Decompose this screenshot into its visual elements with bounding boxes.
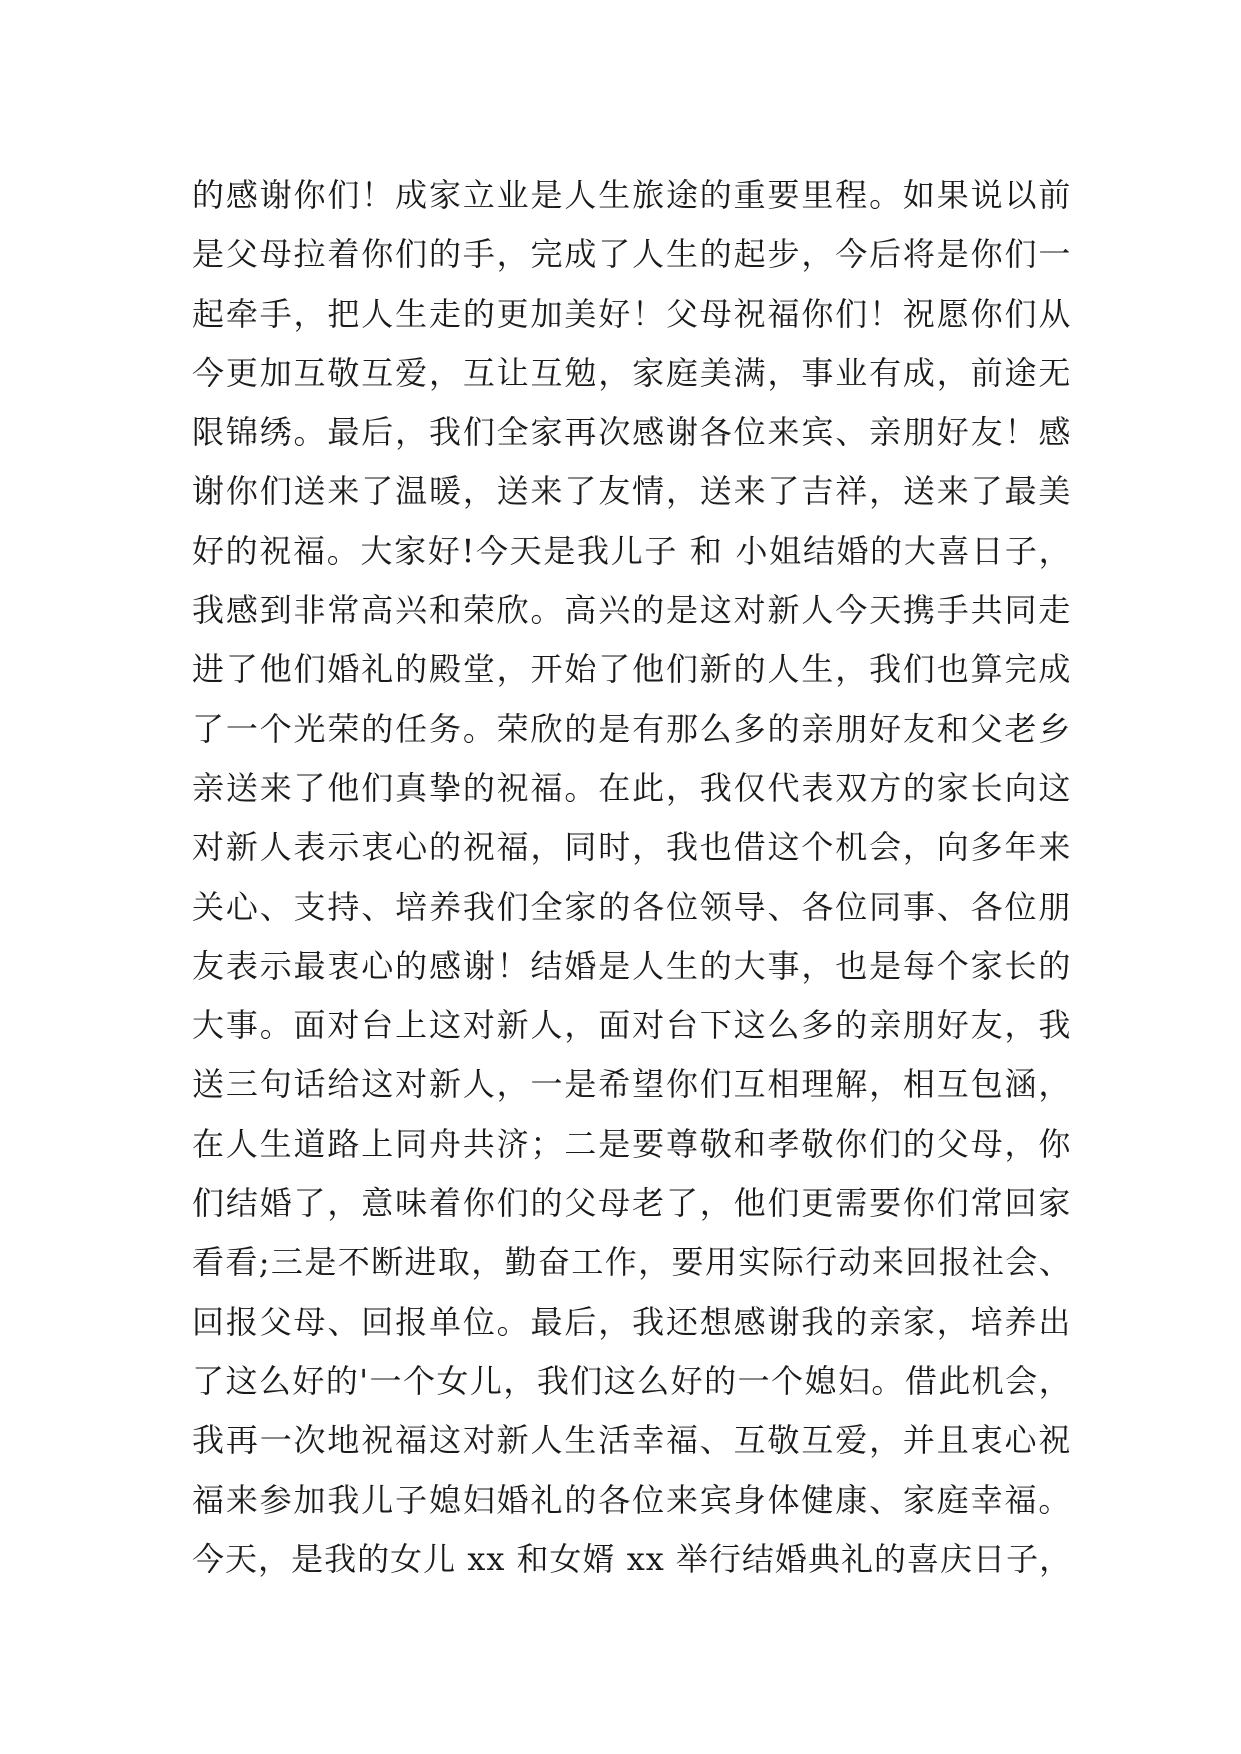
text-line: 友表示最衷心的感谢！结婚是人生的大事，也是每个家长的 [192,946,1072,985]
text-line: 们结婚了，意味着你们的父母老了，他们更需要你们常回家 [192,1184,1072,1223]
text-line: 关心、支持、培养我们全家的各位领导、各位同事、各位朋 [192,887,1072,926]
text-line: 进了他们婚礼的殿堂，开始了他们新的人生，我们也算完成 [192,650,1072,689]
text-line: 亲送来了他们真挚的祝福。在此，我仅代表双方的家长向这 [192,768,1072,807]
text-line: 了一个光荣的任务。荣欣的是有那么多的亲朋好友和父老乡 [192,709,1072,748]
text-line: 是父母拉着你们的手，完成了人生的起步，今后将是你们一 [192,235,1072,274]
text-line: 看看;三是不断进取，勤奋工作，要用实际行动来回报社会、 [192,1243,1072,1282]
text-line: 好的祝福。大家好!今天是我儿子 和 小姐结婚的大喜日子， [192,531,1072,570]
text-line: 起牵手，把人生走的更加美好！父母祝福你们！祝愿你们从 [192,294,1072,333]
text-line: 送三句话给这对新人，一是希望你们互相理解，相互包涵， [192,1065,1072,1104]
text-line: 限锦绣。最后，我们全家再次感谢各位来宾、亲朋好友！感 [192,413,1072,452]
body-text [192,166,1072,1589]
text-line: 福来参加我儿子媳妇婚礼的各位来宾身体健康、家庭幸福。 [192,1480,1072,1519]
text-line: 对新人表示衷心的祝福，同时，我也借这个机会，向多年来 [192,828,1072,867]
text-line: 大事。面对台上这对新人，面对台下这么多的亲朋好友，我 [192,1006,1072,1045]
text-line: 在人生道路上同舟共济；二是要尊敬和孝敬你们的父母，你 [192,1124,1072,1163]
text-line: 今更加互敬互爱，互让互勉，家庭美满，事业有成，前途无 [192,353,1072,392]
text-line: 我再一次地祝福这对新人生活幸福、互敬互爱，并且衷心祝 [192,1421,1072,1460]
text-line: 谢你们送来了温暖，送来了友情，送来了吉祥，送来了最美 [192,472,1072,511]
text-line: 回报父母、回报单位。最后，我还想感谢我的亲家，培养出 [192,1302,1072,1341]
text-line: 了这么好的'一个女儿，我们这么好的一个媳妇。借此机会， [192,1361,1072,1400]
text-line: 今天，是我的女儿 xx 和女婿 xx 举行结婚典礼的喜庆日子， [192,1539,1072,1578]
text-line: 我感到非常高兴和荣欣。高兴的是这对新人今天携手共同走 [192,591,1072,630]
text-line: 的感谢你们！成家立业是人生旅途的重要里程。如果说以前 [192,176,1072,214]
